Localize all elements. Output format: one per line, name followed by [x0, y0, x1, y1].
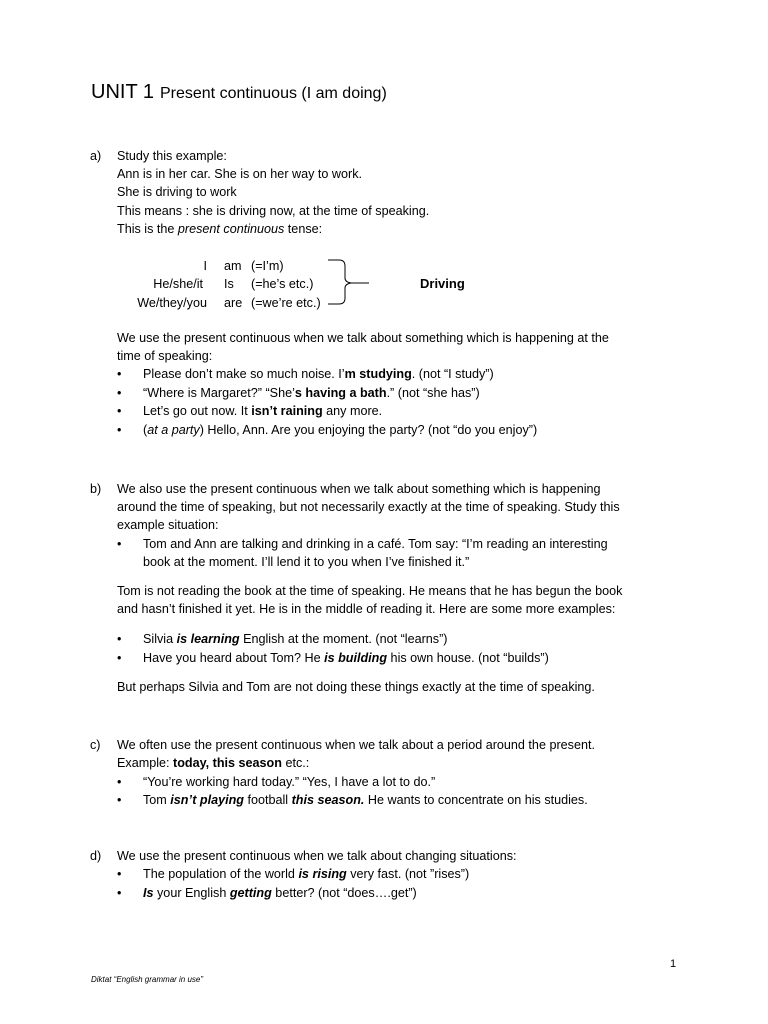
text-line: We use the present continuous when we talk about changing situations: — [117, 849, 517, 863]
conj-short: (=we’re etc.) — [251, 296, 321, 310]
conj-verb: am — [224, 259, 242, 273]
section-label-c: c) — [90, 738, 101, 752]
text-line: Ann is in her car. She is on her way to work. — [117, 167, 362, 181]
list-item: (at a party) Hello, Ann. Are you enjoying the party? (not “do you enjoy”) — [143, 423, 538, 437]
list-item: “You’re working hard today.” “Yes, I have a lot to do.” — [143, 775, 436, 789]
list-item: Silvia is learning English at the moment. (not “learns”) — [143, 632, 448, 646]
section-label-a: a) — [90, 149, 102, 163]
text-line: We often use the present continuous when we talk about a period around the present. — [117, 738, 595, 752]
bullet-icon: • — [117, 867, 122, 881]
list-item: book at the moment. I’ll lend it to you when I’ve finished it.” — [143, 555, 470, 569]
text-line: time of speaking: — [117, 349, 213, 363]
bullet-icon: • — [117, 793, 122, 807]
text-line: We also use the present continuous when we talk about something which is happening — [117, 482, 601, 496]
page-title — [91, 81, 387, 104]
list-item: Let’s go out now. It isn’t raining any more. — [143, 404, 383, 418]
driving-label: Driving — [420, 276, 465, 291]
page-number: 1 — [670, 958, 677, 970]
bullet-icon: • — [117, 632, 122, 646]
list-item: Tom and Ann are talking and drinking in a café. Tom say: “I’m reading an interesting — [143, 537, 608, 551]
text-line: Study this example: — [117, 149, 227, 163]
conj-verb: Is — [224, 277, 234, 291]
text-line: But perhaps Silvia and Tom are not doing these things exactly at the time of speaking. — [117, 680, 595, 694]
list-item: Tom isn’t playing football this season. He wants to concentrate on his studies. — [143, 793, 588, 807]
bullet-icon: • — [117, 886, 122, 900]
bullet-icon: • — [117, 367, 122, 381]
conj-pronoun: He/she/it — [153, 277, 203, 291]
text-line: around the time of speaking, but not necessarily exactly at the time of speaking. Study this — [117, 500, 620, 514]
footer-text: Diktat “English grammar in use” — [91, 975, 204, 984]
bullet-icon: • — [117, 537, 122, 551]
list-item: Have you heard about Tom? He is building his own house. (not “builds”) — [143, 651, 549, 665]
conj-short: (=he’s etc.) — [251, 277, 314, 291]
list-item: Is your English getting better? (not “does….get”) — [143, 886, 417, 900]
unit-subtitle: Present continuous (I am doing) — [159, 85, 387, 102]
bullet-icon: • — [117, 386, 122, 400]
conj-pronoun: I — [203, 259, 207, 273]
conj-short: (=I’m) — [251, 259, 284, 273]
bullet-icon: • — [117, 775, 122, 789]
text-line: This is the present continuous tense: — [117, 222, 323, 236]
text-line: She is driving to work — [117, 185, 237, 199]
text-line: This means : she is driving now, at the time of speaking. — [117, 204, 430, 218]
bullet-icon: • — [117, 651, 122, 665]
section-label-b: b) — [90, 482, 102, 496]
list-item: “Where is Margaret?” “She’s having a bath.” (not “she has”) — [143, 386, 480, 400]
text-line: Tom is not reading the book at the time of speaking. He means that he has begun the book — [117, 584, 623, 598]
unit-label: UNIT 1 — [91, 81, 154, 103]
text-line: We use the present continuous when we talk about something which is happening at the — [117, 331, 609, 345]
brace-icon — [325, 258, 375, 308]
section-label-d: d) — [90, 849, 102, 863]
bullet-icon: • — [117, 404, 122, 418]
conj-pronoun: We/they/you — [137, 296, 207, 310]
text-line: example situation: — [117, 518, 219, 532]
text-line: and hasn’t finished it yet. He is in the middle of reading it. Here are some more examples: — [117, 602, 616, 616]
list-item: The population of the world is rising very fast. (not ”rises”) — [143, 867, 470, 881]
text-line: Example: today, this season etc.: — [117, 756, 310, 770]
bullet-icon: • — [117, 423, 122, 437]
list-item: Please don’t make so much noise. I’m studying. (not “I study”) — [143, 367, 494, 381]
conj-verb: are — [224, 296, 243, 310]
